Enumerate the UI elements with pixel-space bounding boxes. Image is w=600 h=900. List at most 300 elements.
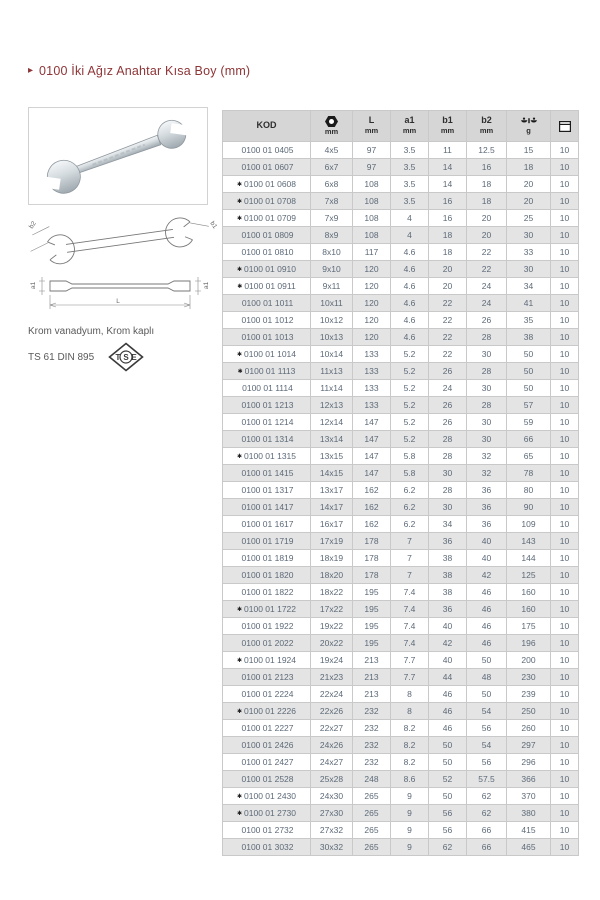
weight-cell: 366 — [507, 771, 551, 788]
kod-cell — [223, 278, 311, 295]
table-row — [223, 533, 579, 550]
b2-cell: 46 — [467, 635, 507, 652]
b1-cell: 22 — [429, 295, 467, 312]
a1-cell: 5.2 — [391, 397, 429, 414]
table-header — [223, 111, 579, 142]
b1-cell: 20 — [429, 261, 467, 278]
a1-cell: 8.2 — [391, 754, 429, 771]
table-row — [223, 516, 579, 533]
kod-cell — [223, 754, 311, 771]
pack-cell: 10 — [551, 142, 579, 159]
a1-cell: 6.2 — [391, 482, 429, 499]
kod-value: 0100 01 0910 — [244, 263, 297, 274]
b2-cell: 36 — [467, 516, 507, 533]
length-cell: 108 — [353, 210, 391, 227]
weight-cell: 59 — [507, 414, 551, 431]
weight-cell: 66 — [507, 431, 551, 448]
tse-letter-s: S — [123, 353, 129, 362]
length-cell: 265 — [353, 805, 391, 822]
length-cell: 213 — [353, 669, 391, 686]
length-cell: 265 — [353, 839, 391, 856]
kod-cell — [223, 686, 311, 703]
length-cell: 147 — [353, 465, 391, 482]
a1-cell: 7.4 — [391, 601, 429, 618]
size-cell: 18x22 — [311, 584, 353, 601]
weight-cell: 380 — [507, 805, 551, 822]
b1-cell: 46 — [429, 686, 467, 703]
kod-cell — [223, 839, 311, 856]
kod-value: 0100 01 1113 — [244, 365, 296, 376]
kod-cell — [223, 414, 311, 431]
weight-cell: 370 — [507, 788, 551, 805]
a1-cell: 6.2 — [391, 516, 429, 533]
pack-cell: 10 — [551, 261, 579, 278]
star-marker-icon: ✱ — [237, 283, 243, 290]
table-row — [223, 584, 579, 601]
pack-cell: 10 — [551, 431, 579, 448]
b1-cell: 28 — [429, 448, 467, 465]
kod-value: 0100 01 2123 — [241, 671, 294, 682]
kod-value: 0100 01 1924 — [244, 654, 297, 665]
kod-value: 0100 01 2732 — [241, 824, 294, 835]
table-row — [223, 822, 579, 839]
weight-cell: 50 — [507, 346, 551, 363]
a1-cell: 9 — [391, 822, 429, 839]
weight-cell: 38 — [507, 329, 551, 346]
size-cell: 8x9 — [311, 227, 353, 244]
table-row — [223, 771, 579, 788]
a1-cell: 8 — [391, 686, 429, 703]
b2-cell: 30 — [467, 380, 507, 397]
weight-cell: 25 — [507, 210, 551, 227]
kod-value: 0100 01 1114 — [242, 382, 293, 393]
star-marker-icon: ✱ — [236, 453, 243, 460]
length-cell: 97 — [353, 142, 391, 159]
length-cell: 147 — [353, 414, 391, 431]
pack-cell: 10 — [551, 227, 579, 244]
a1-cell: 7 — [391, 567, 429, 584]
kod-value: 0100 01 3032 — [241, 841, 294, 852]
b1-cell: 20 — [429, 278, 467, 295]
pack-cell: 10 — [551, 465, 579, 482]
b1-cell: 40 — [429, 618, 467, 635]
kod-cell — [223, 601, 311, 618]
kod-value: 0100 01 1014 — [244, 348, 297, 359]
size-cell: 12x14 — [311, 414, 353, 431]
a1-cell: 9 — [391, 788, 429, 805]
length-cell: 108 — [353, 193, 391, 210]
weight-cell: 160 — [507, 584, 551, 601]
b2-cell: 28 — [467, 329, 507, 346]
bullet-arrow-icon: ▸ — [28, 65, 34, 76]
weight-cell: 50 — [507, 380, 551, 397]
length-cell: 120 — [353, 261, 391, 278]
b2-cell: 66 — [467, 839, 507, 856]
pack-cell: 10 — [551, 244, 579, 261]
weight-cell: 143 — [507, 533, 551, 550]
star-marker-icon: ✱ — [236, 793, 243, 800]
weight-cell: 230 — [507, 669, 551, 686]
standard-text: TS 61 DIN 895 — [28, 351, 95, 363]
b2-cell: 22 — [467, 244, 507, 261]
a1-cell: 8 — [391, 703, 429, 720]
length-cell: 120 — [353, 329, 391, 346]
table-row — [223, 414, 579, 431]
a1-cell: 4.6 — [391, 295, 429, 312]
kod-value: 0100 01 1722 — [244, 603, 297, 614]
b1-cell: 22 — [429, 329, 467, 346]
standard-row — [28, 342, 208, 372]
size-cell: 13x14 — [311, 431, 353, 448]
size-cell: 11x13 — [311, 363, 353, 380]
size-cell: 24x26 — [311, 737, 353, 754]
b2-cell: 36 — [467, 482, 507, 499]
kod-cell — [223, 771, 311, 788]
kod-value: 0100 01 1013 — [241, 331, 294, 342]
b1-cell: 44 — [429, 669, 467, 686]
length-cell: 120 — [353, 295, 391, 312]
kod-value: 0100 01 0708 — [244, 195, 297, 206]
table-row — [223, 176, 579, 193]
length-cell: 108 — [353, 227, 391, 244]
table-row — [223, 346, 579, 363]
tse-logo — [108, 342, 144, 372]
table-row — [223, 669, 579, 686]
b2-cell: 62 — [467, 788, 507, 805]
weight-cell: 465 — [507, 839, 551, 856]
weight-cell: 57 — [507, 397, 551, 414]
kod-cell — [223, 635, 311, 652]
b2-cell: 62 — [467, 805, 507, 822]
a1-cell: 4.6 — [391, 244, 429, 261]
length-cell: 133 — [353, 346, 391, 363]
size-cell: 14x17 — [311, 499, 353, 516]
table-row — [223, 448, 579, 465]
kod-value: 0100 01 0607 — [241, 161, 294, 172]
a1-cell: 4.6 — [391, 278, 429, 295]
size-cell: 10x14 — [311, 346, 353, 363]
a1-cell: 5.2 — [391, 431, 429, 448]
kod-cell — [223, 618, 311, 635]
b2-cell: 56 — [467, 754, 507, 771]
page-title[interactable]: 0100 İki Ağız Anahtar Kısa Boy (mm) — [39, 64, 251, 78]
length-cell: 265 — [353, 788, 391, 805]
length-cell: 178 — [353, 550, 391, 567]
kod-value: 0100 01 1213 — [241, 399, 294, 410]
size-cell: 10x13 — [311, 329, 353, 346]
pack-cell: 10 — [551, 482, 579, 499]
size-cell: 19x24 — [311, 652, 353, 669]
a1-cell: 5.2 — [391, 380, 429, 397]
kod-value: 0100 01 2022 — [241, 637, 294, 648]
kod-cell — [223, 703, 311, 720]
pack-cell: 10 — [551, 516, 579, 533]
pack-cell: 10 — [551, 176, 579, 193]
length-cell: 147 — [353, 431, 391, 448]
b1-cell: 22 — [429, 312, 467, 329]
wrench-photo-illustration — [29, 108, 207, 204]
weight-cell: 80 — [507, 482, 551, 499]
pack-cell: 10 — [551, 329, 579, 346]
kod-value: 0100 01 0709 — [244, 212, 297, 223]
a1-cell: 3.5 — [391, 193, 429, 210]
kod-cell — [223, 312, 311, 329]
star-marker-icon: ✱ — [236, 657, 243, 664]
b2-cell: 32 — [467, 448, 507, 465]
b2-cell: 66 — [467, 822, 507, 839]
a1-cell: 7.4 — [391, 635, 429, 652]
kod-cell — [223, 193, 311, 210]
length-cell: 232 — [353, 720, 391, 737]
b1-cell: 50 — [429, 754, 467, 771]
b1-cell: 30 — [429, 499, 467, 516]
pack-cell: 10 — [551, 295, 579, 312]
kod-cell — [223, 720, 311, 737]
star-marker-icon: ✱ — [236, 181, 243, 188]
spec-table — [222, 110, 579, 856]
drawing-label-a1-right: a1 — [203, 281, 210, 289]
b2-cell: 24 — [467, 278, 507, 295]
package-icon — [559, 121, 571, 132]
b2-cell: 30 — [467, 346, 507, 363]
kod-value: 0100 01 1315 — [244, 450, 297, 461]
star-marker-icon: ✱ — [236, 266, 243, 273]
kod-value: 0100 01 0810 — [241, 246, 294, 257]
pack-cell: 10 — [551, 210, 579, 227]
length-cell: 232 — [353, 754, 391, 771]
header-pack — [551, 111, 579, 142]
weight-cell: 296 — [507, 754, 551, 771]
b2-cell: 46 — [467, 584, 507, 601]
kod-cell — [223, 176, 311, 193]
size-cell: 9x11 — [311, 278, 353, 295]
b1-cell: 16 — [429, 210, 467, 227]
size-cell: 20x22 — [311, 635, 353, 652]
weight-cell: 125 — [507, 567, 551, 584]
pack-cell: 10 — [551, 533, 579, 550]
length-cell: 133 — [353, 380, 391, 397]
length-cell: 195 — [353, 635, 391, 652]
a1-cell: 5.2 — [391, 414, 429, 431]
kod-value: 0100 01 0911 — [244, 280, 296, 291]
tse-letter-e: E — [131, 353, 137, 362]
b2-cell: 18 — [467, 193, 507, 210]
a1-cell: 3.5 — [391, 159, 429, 176]
pack-cell: 10 — [551, 635, 579, 652]
size-cell: 30x32 — [311, 839, 353, 856]
b2-cell: 40 — [467, 550, 507, 567]
weight-cell: 33 — [507, 244, 551, 261]
pack-cell: 10 — [551, 601, 579, 618]
length-cell: 195 — [353, 618, 391, 635]
length-cell: 213 — [353, 686, 391, 703]
kod-value: 0100 01 1214 — [241, 416, 294, 427]
kod-cell — [223, 397, 311, 414]
length-cell: 195 — [353, 601, 391, 618]
table-row — [223, 380, 579, 397]
table-row — [223, 142, 579, 159]
table-row — [223, 567, 579, 584]
length-cell: 147 — [353, 448, 391, 465]
table-row — [223, 244, 579, 261]
kod-value: 0100 01 1719 — [241, 535, 294, 546]
table-row — [223, 465, 579, 482]
kod-cell — [223, 431, 311, 448]
b1-cell: 14 — [429, 159, 467, 176]
table-row — [223, 720, 579, 737]
b2-cell: 48 — [467, 669, 507, 686]
size-cell: 17x22 — [311, 601, 353, 618]
size-cell: 4x5 — [311, 142, 353, 159]
weight-cell: 144 — [507, 550, 551, 567]
technical-drawing — [22, 213, 218, 331]
b2-cell: 26 — [467, 312, 507, 329]
size-cell: 24x30 — [311, 788, 353, 805]
table-row — [223, 329, 579, 346]
scale-icon — [520, 117, 538, 126]
length-cell: 162 — [353, 499, 391, 516]
size-cell: 22x27 — [311, 720, 353, 737]
b1-cell: 11 — [429, 142, 467, 159]
table-row — [223, 295, 579, 312]
weight-cell: 20 — [507, 193, 551, 210]
kod-value: 0100 01 0608 — [244, 178, 297, 189]
table-row — [223, 635, 579, 652]
length-cell: 162 — [353, 516, 391, 533]
a1-cell: 4 — [391, 210, 429, 227]
kod-cell — [223, 669, 311, 686]
kod-cell — [223, 159, 311, 176]
table-row — [223, 363, 579, 380]
kod-value: 0100 01 0809 — [241, 229, 294, 240]
a1-cell: 5.2 — [391, 363, 429, 380]
size-cell: 14x15 — [311, 465, 353, 482]
kod-value: 0100 01 1822 — [241, 586, 294, 597]
size-cell: 27x32 — [311, 822, 353, 839]
kod-value: 0100 01 2730 — [244, 807, 297, 818]
kod-cell — [223, 346, 311, 363]
size-cell: 6x8 — [311, 176, 353, 193]
b1-cell: 14 — [429, 176, 467, 193]
b2-cell: 30 — [467, 414, 507, 431]
pack-cell: 10 — [551, 737, 579, 754]
section-title-row — [28, 64, 250, 78]
table-row — [223, 550, 579, 567]
length-cell: 120 — [353, 312, 391, 329]
pack-cell: 10 — [551, 567, 579, 584]
b1-cell: 36 — [429, 533, 467, 550]
b2-cell: 28 — [467, 363, 507, 380]
length-cell: 195 — [353, 584, 391, 601]
a1-cell: 3.5 — [391, 176, 429, 193]
pack-cell: 10 — [551, 584, 579, 601]
size-cell: 21x23 — [311, 669, 353, 686]
b1-cell: 18 — [429, 227, 467, 244]
table-row — [223, 618, 579, 635]
size-cell: 19x22 — [311, 618, 353, 635]
b1-cell: 26 — [429, 363, 467, 380]
kod-value: 0100 01 1819 — [241, 552, 294, 563]
kod-value: 0100 01 1314 — [241, 433, 294, 444]
a1-cell: 8.6 — [391, 771, 429, 788]
kod-value: 0100 01 1417 — [241, 501, 294, 512]
b2-cell: 22 — [467, 261, 507, 278]
kod-value: 0100 01 2227 — [241, 722, 294, 733]
pack-cell: 10 — [551, 618, 579, 635]
b2-cell: 42 — [467, 567, 507, 584]
b1-cell: 38 — [429, 567, 467, 584]
b2-cell: 57.5 — [467, 771, 507, 788]
size-cell: 11x14 — [311, 380, 353, 397]
kod-value: 0100 01 2226 — [244, 705, 297, 716]
table-row — [223, 159, 579, 176]
size-cell: 27x30 — [311, 805, 353, 822]
b2-cell: 46 — [467, 618, 507, 635]
length-cell: 133 — [353, 363, 391, 380]
a1-cell: 7 — [391, 533, 429, 550]
size-cell: 18x19 — [311, 550, 353, 567]
b1-cell: 50 — [429, 788, 467, 805]
size-cell: 12x13 — [311, 397, 353, 414]
length-cell: 178 — [353, 533, 391, 550]
pack-cell: 10 — [551, 159, 579, 176]
drawing-label-length: L — [116, 298, 120, 305]
kod-cell — [223, 244, 311, 261]
b2-cell: 56 — [467, 720, 507, 737]
header-a1: a1 mm — [391, 111, 429, 142]
a1-cell: 7.7 — [391, 652, 429, 669]
table-row — [223, 652, 579, 669]
b1-cell: 22 — [429, 346, 467, 363]
weight-cell: 41 — [507, 295, 551, 312]
table-row — [223, 499, 579, 516]
b2-cell: 46 — [467, 601, 507, 618]
table-row — [223, 601, 579, 618]
a1-cell: 5.8 — [391, 448, 429, 465]
weight-cell: 109 — [507, 516, 551, 533]
table-row — [223, 312, 579, 329]
table-row — [223, 278, 579, 295]
weight-cell: 260 — [507, 720, 551, 737]
table-row — [223, 737, 579, 754]
star-marker-icon: ✱ — [236, 198, 243, 205]
weight-cell: 200 — [507, 652, 551, 669]
kod-cell — [223, 550, 311, 567]
b2-cell: 54 — [467, 737, 507, 754]
weight-cell: 78 — [507, 465, 551, 482]
kod-cell — [223, 652, 311, 669]
b2-cell: 30 — [467, 431, 507, 448]
kod-value: 0100 01 0405 — [241, 144, 294, 155]
kod-cell — [223, 516, 311, 533]
kod-cell — [223, 822, 311, 839]
header-weight: g — [507, 111, 551, 142]
kod-cell — [223, 448, 311, 465]
b2-cell: 50 — [467, 652, 507, 669]
pack-cell: 10 — [551, 550, 579, 567]
length-cell: 120 — [353, 278, 391, 295]
table-row — [223, 397, 579, 414]
b2-cell: 18 — [467, 176, 507, 193]
kod-cell — [223, 567, 311, 584]
length-cell: 162 — [353, 482, 391, 499]
star-marker-icon: ✱ — [236, 351, 243, 358]
length-cell: 97 — [353, 159, 391, 176]
b2-cell: 12.5 — [467, 142, 507, 159]
kod-cell — [223, 584, 311, 601]
kod-cell — [223, 142, 311, 159]
size-cell: 10x11 — [311, 295, 353, 312]
